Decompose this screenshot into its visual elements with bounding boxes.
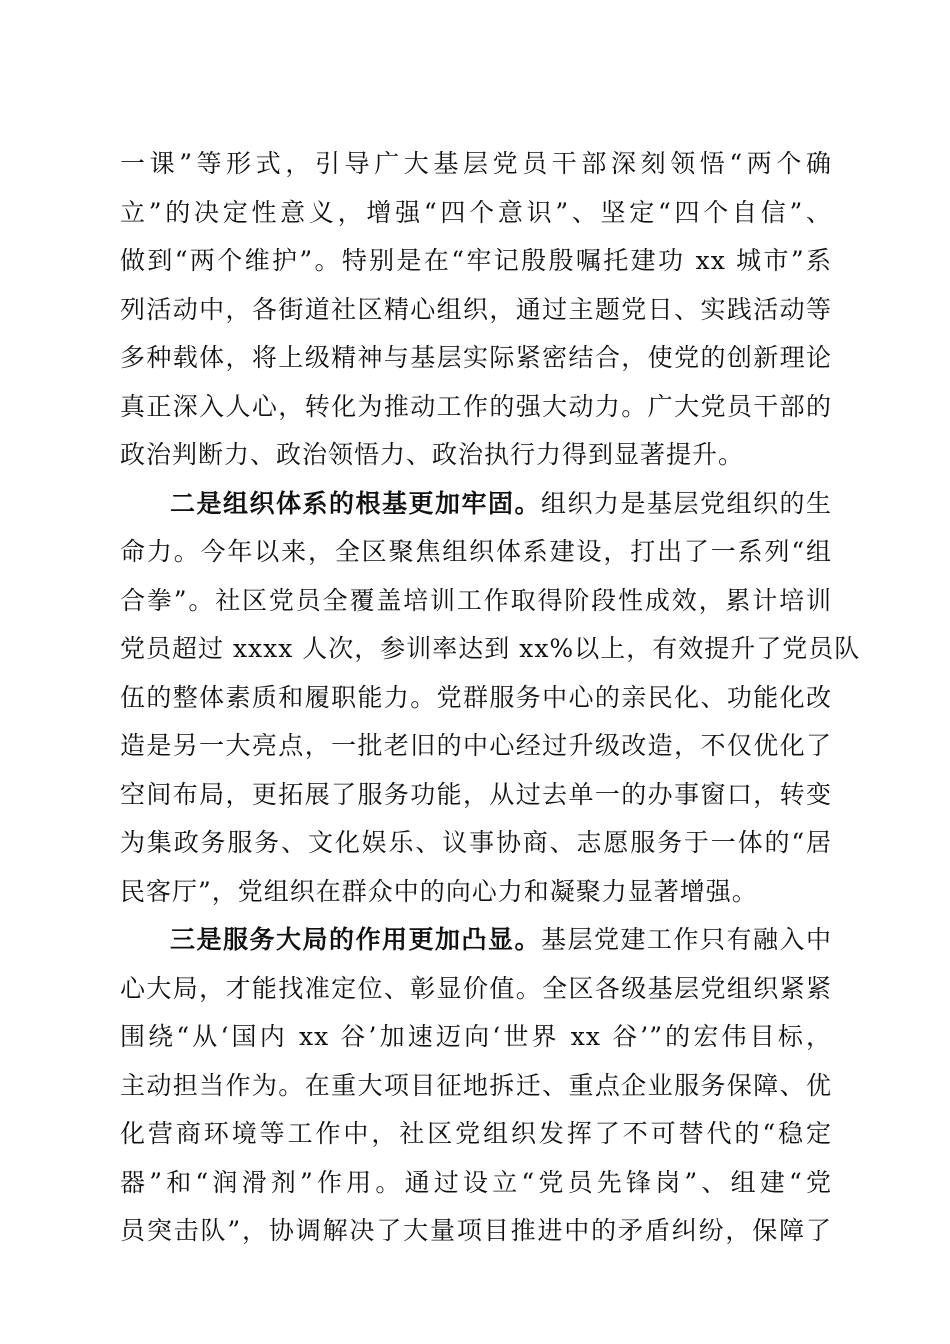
text-line: 做到“两个维护”。特别是在“牢记殷殷嘱托建功 xx 城市”系 [120, 246, 832, 275]
text-line: 命力。今年以来，全区聚焦组织体系建设，打出了一系列“组 [120, 537, 832, 566]
text-line: 一课”等形式，引导广大基层党员干部深刻领悟“两个确 [120, 149, 832, 178]
paragraph-lead-heading: 三是服务大局的作用更加凸显。 [170, 925, 541, 954]
text-line-content: 组织力是基层党组织的生 [540, 488, 832, 518]
text-line: 列活动中，各街道社区精心组织，通过主题党日、实践活动等 [120, 294, 832, 324]
text-line: 党员超过 xxxx 人次，参训率达到 xx%以上，有效提升了党员队 [120, 634, 861, 663]
text-line-content: 基层党建工作只有融入中 [540, 925, 832, 954]
text-line: 立”的决定性意义，增强“四个意识”、坚定“四个自信”、 [120, 197, 832, 227]
text-line: 伍的整体素质和履职能力。党群服务中心的亲民化、功能化改 [120, 682, 832, 712]
text-line: 多种载体，将上级精神与基层实际紧密结合，使党的创新理论 [120, 343, 832, 372]
text-line: 民客厅”，党组织在群众中的向心力和凝聚力显著增强。 [120, 876, 758, 906]
text-line: 主动担当作为。在重大项目征地拆迁、重点企业服务保障、优 [120, 1070, 832, 1100]
text-line: 围绕“从‘国内 xx 谷’加速迈向‘世界 xx 谷’”的宏伟目标， [120, 1022, 832, 1051]
text-line: 空间布局，更拓展了服务功能，从过去单一的办事窗口，转变 [120, 779, 832, 809]
text-line: 员突击队”，协调解决了大量项目推进中的矛盾纠纷，保障了 [120, 1216, 832, 1245]
paragraph-3 [120, 916, 832, 1256]
text-line [120, 916, 832, 965]
text-line [120, 480, 832, 529]
body-text [120, 140, 861, 1256]
text-line: 真正深入人心，转化为推动工作的强大动力。广大党员干部的 [120, 391, 832, 421]
text-line: 造是另一大亮点，一批老旧的中心经过升级改造，不仅优化了 [120, 731, 832, 760]
paragraph-2 [120, 480, 861, 917]
text-line: 器”和“润滑剂”作用。通过设立“党员先锋岗”、组建“党 [120, 1167, 832, 1197]
text-line: 为集政务服务、文化娱乐、议事协商、志愿服务于一体的“居 [120, 828, 832, 857]
text-line: 政治判断力、政治领悟力、政治执行力得到显著提升。 [120, 440, 745, 469]
text-line: 合拳”。社区党员全覆盖培训工作取得阶段性成效，累计培训 [120, 585, 832, 615]
text-line: 心大局，才能找准定位、彰显价值。全区各级基层党组织紧紧 [120, 973, 832, 1003]
paragraph-1 [120, 140, 832, 480]
paragraph-lead-heading: 二是组织体系的根基更加牢固。 [170, 488, 541, 518]
text-line: 化营商环境等工作中，社区党组织发挥了不可替代的“稳定 [120, 1119, 832, 1148]
